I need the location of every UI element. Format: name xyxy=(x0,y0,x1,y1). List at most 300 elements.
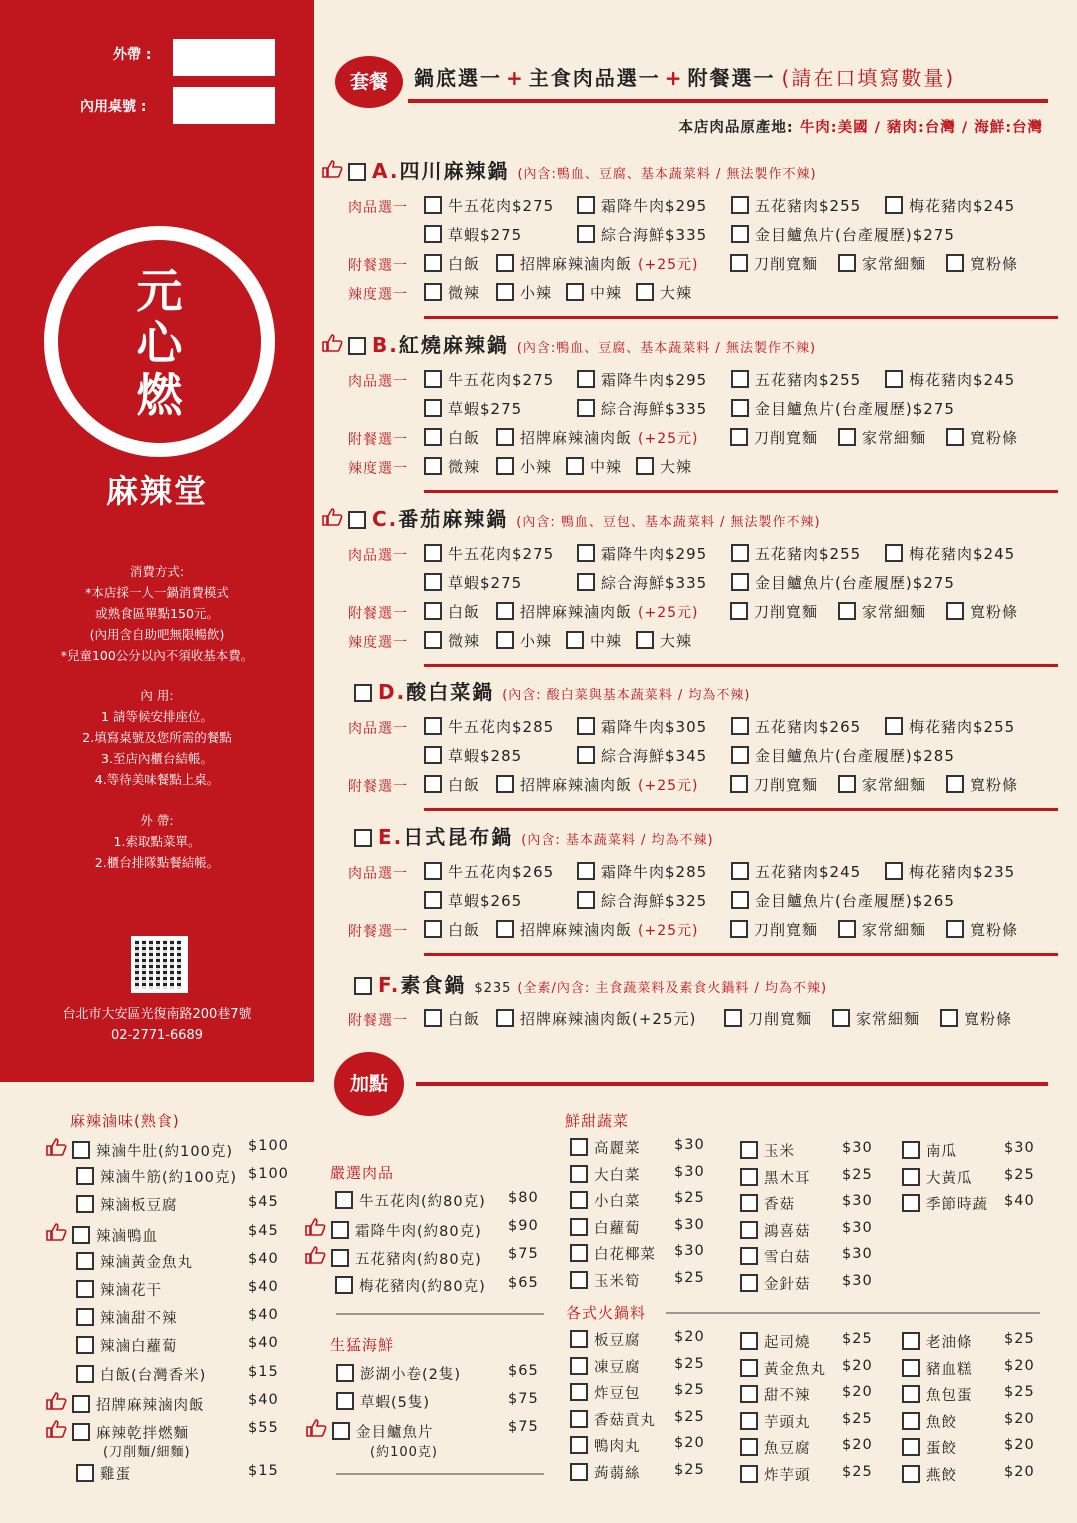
checkbox[interactable] xyxy=(838,775,856,793)
checkbox[interactable] xyxy=(76,1464,94,1482)
checkbox[interactable] xyxy=(577,746,595,764)
item-name: 澎湖小卷(2隻) xyxy=(360,1367,462,1383)
checkbox[interactable] xyxy=(730,775,748,793)
category-title: 各式火鍋料 xyxy=(566,1304,647,1322)
meat-option[interactable] xyxy=(731,195,861,216)
checkbox[interactable] xyxy=(496,283,514,301)
pot-title xyxy=(354,821,714,850)
checkbox[interactable] xyxy=(331,1221,349,1239)
checkbox[interactable] xyxy=(577,717,595,735)
menu-item[interactable] xyxy=(902,1357,1035,1379)
side-option[interactable] xyxy=(838,253,926,274)
item-name: 甜不辣 xyxy=(764,1388,811,1404)
item-name: 鴻喜菇 xyxy=(764,1223,811,1240)
checkbox[interactable] xyxy=(731,370,749,388)
meat-option[interactable] xyxy=(577,745,707,766)
checkbox[interactable] xyxy=(577,399,595,417)
menu-item[interactable] xyxy=(305,1218,539,1241)
checkbox[interactable] xyxy=(902,1412,920,1430)
option-label: 金目鱸魚片(台產履歷)$285 xyxy=(755,747,955,765)
qr-code[interactable] xyxy=(131,936,188,993)
table-number-input[interactable] xyxy=(173,87,275,124)
checkbox[interactable] xyxy=(636,457,654,475)
checkbox[interactable] xyxy=(740,1412,758,1430)
checkbox[interactable] xyxy=(636,631,654,649)
menu-item[interactable] xyxy=(740,1437,873,1458)
checkbox[interactable] xyxy=(424,920,442,938)
menu-item[interactable] xyxy=(740,1193,873,1214)
side-option[interactable] xyxy=(838,774,926,795)
menu-item[interactable] xyxy=(336,1391,539,1412)
side-option[interactable] xyxy=(496,427,698,448)
side-option[interactable] xyxy=(838,427,926,448)
item-price: $25 xyxy=(674,1382,705,1398)
checkbox[interactable] xyxy=(577,225,595,243)
checkbox[interactable] xyxy=(570,1383,588,1401)
meat-option[interactable] xyxy=(731,543,861,564)
checkbox[interactable] xyxy=(424,283,442,301)
checkbox[interactable] xyxy=(731,573,749,591)
menu-item[interactable] xyxy=(740,1166,873,1188)
menu-item[interactable] xyxy=(902,1410,1035,1432)
meat-option[interactable] xyxy=(424,224,522,245)
checkbox[interactable] xyxy=(348,511,366,529)
menu-item[interactable] xyxy=(76,1166,289,1187)
meat-option[interactable] xyxy=(577,572,707,593)
item-name: 雪白菇 xyxy=(764,1250,811,1266)
checkbox[interactable] xyxy=(731,862,749,880)
checkbox[interactable] xyxy=(424,457,442,475)
checkbox[interactable] xyxy=(76,1365,94,1383)
checkbox[interactable] xyxy=(424,891,442,909)
meat-option[interactable] xyxy=(424,572,522,593)
side-option[interactable] xyxy=(424,1008,480,1029)
menu-item[interactable] xyxy=(76,1307,279,1328)
checkbox[interactable] xyxy=(570,1218,588,1236)
option-label: 家常細麵 xyxy=(862,776,927,794)
meat-option[interactable] xyxy=(577,224,707,245)
side-option[interactable] xyxy=(940,1008,1012,1029)
side-option[interactable] xyxy=(730,919,818,940)
side-option[interactable] xyxy=(730,774,818,795)
checkbox[interactable] xyxy=(832,1009,850,1027)
checkbox[interactable] xyxy=(731,225,749,243)
checkbox[interactable] xyxy=(885,717,903,735)
side-option[interactable] xyxy=(730,253,818,274)
checkbox[interactable] xyxy=(740,1221,758,1239)
meat-option[interactable] xyxy=(424,543,554,564)
side-option[interactable] xyxy=(424,601,480,622)
checkbox[interactable] xyxy=(332,1422,350,1440)
side-option[interactable] xyxy=(496,1008,696,1029)
checkbox[interactable] xyxy=(72,1141,90,1159)
menu-item[interactable] xyxy=(306,1419,539,1442)
checkbox[interactable] xyxy=(902,1438,920,1456)
menu-item[interactable] xyxy=(305,1246,539,1269)
meat-option[interactable] xyxy=(885,716,1015,737)
checkbox[interactable] xyxy=(424,631,442,649)
side-option[interactable] xyxy=(496,601,698,622)
menu-item[interactable] xyxy=(902,1437,1035,1458)
menu-item[interactable] xyxy=(570,1216,705,1238)
side-option[interactable] xyxy=(496,774,698,795)
checkbox[interactable] xyxy=(335,1191,353,1209)
takeout-input[interactable] xyxy=(173,39,275,76)
checkbox[interactable] xyxy=(570,1191,588,1209)
menu-item[interactable] xyxy=(46,1420,279,1443)
checkbox[interactable] xyxy=(740,1332,758,1350)
meat-option[interactable] xyxy=(577,369,707,390)
checkbox[interactable] xyxy=(424,775,442,793)
checkbox[interactable] xyxy=(885,370,903,388)
checkbox[interactable] xyxy=(946,920,964,938)
checkbox[interactable] xyxy=(496,602,514,620)
row-label: 辣度選一 xyxy=(348,287,408,303)
checkbox[interactable] xyxy=(570,1244,588,1262)
checkbox[interactable] xyxy=(740,1247,758,1265)
meat-option[interactable] xyxy=(885,195,1015,216)
menu-item[interactable] xyxy=(740,1384,873,1405)
checkbox[interactable] xyxy=(570,1436,588,1454)
menu-item[interactable] xyxy=(570,1355,705,1377)
checkbox[interactable] xyxy=(76,1167,94,1185)
menu-item[interactable] xyxy=(46,1138,289,1161)
meat-option[interactable] xyxy=(731,890,955,911)
checkbox[interactable] xyxy=(331,1249,349,1267)
meat-option[interactable] xyxy=(577,195,707,216)
option-label: 草蝦$265 xyxy=(448,892,523,910)
checkbox[interactable] xyxy=(496,457,514,475)
side-option[interactable] xyxy=(730,601,818,622)
side-option[interactable] xyxy=(730,427,818,448)
checkbox[interactable] xyxy=(354,829,372,847)
side-option[interactable] xyxy=(832,1008,920,1029)
menu-item[interactable] xyxy=(76,1335,279,1356)
menu-item[interactable] xyxy=(740,1331,873,1352)
checkbox[interactable] xyxy=(424,399,442,417)
menu-item[interactable] xyxy=(335,1274,539,1296)
option-label: 金目鱸魚片(台產履歷)$275 xyxy=(755,574,955,592)
item-price: $55 xyxy=(248,1420,279,1436)
checkbox[interactable] xyxy=(902,1359,920,1377)
checkbox[interactable] xyxy=(724,1009,742,1027)
checkbox[interactable] xyxy=(496,254,514,272)
checkbox[interactable] xyxy=(740,1438,758,1456)
side-option[interactable] xyxy=(424,919,480,940)
meat-option[interactable] xyxy=(731,745,955,766)
pot-name: 日式昆布鍋 xyxy=(403,825,514,849)
checkbox[interactable] xyxy=(730,428,748,446)
menu-item[interactable] xyxy=(902,1331,1035,1352)
side-option[interactable] xyxy=(946,774,1018,795)
menu-item[interactable] xyxy=(570,1382,705,1403)
checkbox[interactable] xyxy=(946,602,964,620)
meat-option[interactable] xyxy=(731,572,955,593)
checkbox[interactable] xyxy=(902,1168,920,1186)
option-label: 寬粉條 xyxy=(970,429,1019,447)
side-option[interactable] xyxy=(838,601,926,622)
noodle-note: (刀削麵/細麵) xyxy=(103,1445,191,1460)
menu-item[interactable] xyxy=(740,1357,873,1379)
checkbox[interactable] xyxy=(570,1463,588,1481)
checkbox[interactable] xyxy=(838,920,856,938)
checkbox[interactable] xyxy=(335,1276,353,1294)
spice-option[interactable] xyxy=(566,630,622,651)
menu-item[interactable] xyxy=(570,1435,705,1456)
spice-option[interactable] xyxy=(424,282,480,303)
checkbox[interactable] xyxy=(570,1330,588,1348)
side-option[interactable] xyxy=(946,427,1018,448)
meat-option[interactable] xyxy=(731,861,861,882)
side-option[interactable] xyxy=(724,1008,812,1029)
checkbox[interactable] xyxy=(731,891,749,909)
meat-option[interactable] xyxy=(885,369,1015,390)
checkbox[interactable] xyxy=(838,602,856,620)
checkbox[interactable] xyxy=(424,573,442,591)
checkbox[interactable] xyxy=(496,1009,514,1027)
menu-item[interactable] xyxy=(740,1219,873,1241)
pot-note: (全素/內含: 主食蔬菜料及素食火鍋料 / 均為不辣) xyxy=(517,981,828,996)
checkbox[interactable] xyxy=(354,977,372,995)
spice-option[interactable] xyxy=(636,456,692,477)
checkbox[interactable] xyxy=(731,544,749,562)
checkbox[interactable] xyxy=(424,862,442,880)
checkbox[interactable] xyxy=(566,631,584,649)
menu-item[interactable] xyxy=(570,1163,705,1185)
meat-option[interactable] xyxy=(731,716,861,737)
dinein-line: 3.至店內櫃台結帳。 xyxy=(101,751,213,766)
checkbox[interactable] xyxy=(424,544,442,562)
meat-option[interactable] xyxy=(424,369,554,390)
meat-option[interactable] xyxy=(731,224,955,245)
checkbox[interactable] xyxy=(577,370,595,388)
menu-item[interactable] xyxy=(740,1272,873,1294)
checkbox[interactable] xyxy=(636,283,654,301)
meat-option[interactable] xyxy=(885,543,1015,564)
menu-item[interactable] xyxy=(570,1408,705,1430)
menu-item[interactable] xyxy=(46,1222,279,1246)
spice-option[interactable] xyxy=(496,630,552,651)
option-label: 草蝦$285 xyxy=(448,747,523,765)
checkbox[interactable] xyxy=(76,1336,94,1354)
meat-option[interactable] xyxy=(577,890,707,911)
checkbox[interactable] xyxy=(570,1271,588,1289)
spice-option[interactable] xyxy=(566,282,622,303)
origin-label: 本店肉品原產地: xyxy=(678,120,794,136)
menu-item[interactable] xyxy=(902,1384,1035,1405)
checkbox[interactable] xyxy=(885,862,903,880)
menu-item[interactable] xyxy=(570,1329,705,1350)
checkbox[interactable] xyxy=(946,775,964,793)
category-title: 麻辣滷味(熟食) xyxy=(70,1112,180,1130)
checkbox[interactable] xyxy=(740,1141,758,1159)
spice-option[interactable] xyxy=(566,456,622,477)
menu-item[interactable] xyxy=(76,1363,279,1385)
meat-option[interactable] xyxy=(731,398,955,419)
checkbox[interactable] xyxy=(76,1252,94,1270)
checkbox[interactable] xyxy=(76,1195,94,1213)
checkbox[interactable] xyxy=(566,457,584,475)
side-option[interactable] xyxy=(946,601,1018,622)
menu-item[interactable] xyxy=(336,1363,539,1384)
checkbox[interactable] xyxy=(731,196,749,214)
checkbox[interactable] xyxy=(424,602,442,620)
menu-item[interactable] xyxy=(740,1463,873,1485)
meat-option[interactable] xyxy=(577,398,707,419)
checkbox[interactable] xyxy=(730,254,748,272)
menu-item[interactable] xyxy=(570,1269,705,1291)
meat-option[interactable] xyxy=(424,745,522,766)
option-label: 刀削寬麵 xyxy=(754,921,819,939)
menu-item[interactable] xyxy=(335,1190,539,1211)
logo xyxy=(44,226,275,457)
checkbox[interactable] xyxy=(424,1009,442,1027)
meat-option[interactable] xyxy=(424,890,522,911)
checkbox[interactable] xyxy=(566,283,584,301)
menu-item[interactable] xyxy=(740,1140,873,1161)
checkbox[interactable] xyxy=(76,1280,94,1298)
item-price: $30 xyxy=(674,1243,705,1259)
checkbox[interactable] xyxy=(424,717,442,735)
checkbox[interactable] xyxy=(885,544,903,562)
checkbox[interactable] xyxy=(740,1359,758,1377)
checkbox[interactable] xyxy=(577,544,595,562)
meat-option[interactable] xyxy=(577,861,707,882)
checkbox[interactable] xyxy=(496,428,514,446)
checkbox[interactable] xyxy=(348,163,366,181)
checkbox[interactable] xyxy=(496,775,514,793)
option-label: 家常細麵 xyxy=(862,603,927,621)
checkbox[interactable] xyxy=(424,254,442,272)
checkbox[interactable] xyxy=(902,1385,920,1403)
checkbox[interactable] xyxy=(740,1465,758,1483)
checkbox[interactable] xyxy=(424,225,442,243)
option-label: 刀削寬麵 xyxy=(754,603,819,621)
checkbox[interactable] xyxy=(496,631,514,649)
checkbox[interactable] xyxy=(570,1165,588,1183)
checkbox[interactable] xyxy=(946,428,964,446)
menu-item[interactable] xyxy=(570,1243,705,1264)
checkbox[interactable] xyxy=(885,196,903,214)
checkbox[interactable] xyxy=(336,1364,354,1382)
side-option[interactable] xyxy=(424,253,480,274)
side-option[interactable] xyxy=(424,427,480,448)
checkbox[interactable] xyxy=(730,920,748,938)
checkbox[interactable] xyxy=(838,428,856,446)
spice-option[interactable] xyxy=(496,282,552,303)
menu-item[interactable] xyxy=(740,1246,873,1267)
item-name: 金目鱸魚片 xyxy=(356,1425,434,1442)
checkbox[interactable] xyxy=(577,573,595,591)
checkbox[interactable] xyxy=(72,1226,90,1244)
checkbox[interactable] xyxy=(570,1410,588,1428)
checkbox[interactable] xyxy=(731,399,749,417)
item-price: $15 xyxy=(248,1363,279,1380)
spice-option[interactable] xyxy=(424,630,480,651)
checkbox[interactable] xyxy=(740,1194,758,1212)
side-option[interactable] xyxy=(946,253,1018,274)
checkbox[interactable] xyxy=(946,254,964,272)
checkbox[interactable] xyxy=(740,1274,758,1292)
menu-item[interactable] xyxy=(740,1410,873,1432)
menu-item[interactable] xyxy=(76,1279,279,1300)
side-option[interactable] xyxy=(496,253,698,274)
meat-option[interactable] xyxy=(577,716,707,737)
menu-item[interactable] xyxy=(76,1463,279,1484)
spice-option[interactable] xyxy=(496,456,552,477)
checkbox[interactable] xyxy=(902,1194,920,1212)
checkbox[interactable] xyxy=(424,196,442,214)
checkbox[interactable] xyxy=(730,602,748,620)
spice-option[interactable] xyxy=(636,630,692,651)
checkbox[interactable] xyxy=(72,1423,90,1441)
meat-option[interactable] xyxy=(731,369,861,390)
meat-option[interactable] xyxy=(424,398,522,419)
checkbox[interactable] xyxy=(76,1308,94,1326)
side-option[interactable] xyxy=(946,919,1018,940)
checkbox[interactable] xyxy=(940,1009,958,1027)
menu-item[interactable] xyxy=(570,1190,705,1211)
menu-item[interactable] xyxy=(46,1391,279,1415)
checkbox[interactable] xyxy=(731,746,749,764)
origin-value: 牛肉:美國 / 豬肉:台灣 / 海鮮:台灣 xyxy=(799,120,1043,136)
checkbox[interactable] xyxy=(570,1138,588,1156)
checkbox[interactable] xyxy=(731,717,749,735)
menu-item[interactable] xyxy=(570,1137,705,1158)
checkbox[interactable] xyxy=(577,891,595,909)
meat-option[interactable] xyxy=(424,716,554,737)
pot-code: E. xyxy=(378,825,404,849)
checkbox[interactable] xyxy=(336,1392,354,1410)
pot-code: B. xyxy=(372,333,399,357)
menu-item[interactable] xyxy=(76,1194,279,1215)
item-price: $20 xyxy=(674,1435,705,1451)
checkbox[interactable] xyxy=(496,920,514,938)
checkbox[interactable] xyxy=(354,684,372,702)
checkbox[interactable] xyxy=(838,254,856,272)
side-option[interactable] xyxy=(424,774,480,795)
meat-option[interactable] xyxy=(424,861,554,882)
menu-item[interactable] xyxy=(902,1166,1035,1188)
item-name: 金針菇 xyxy=(764,1276,811,1293)
menu-item[interactable] xyxy=(902,1193,1035,1214)
menu-item[interactable] xyxy=(570,1461,705,1483)
meat-option[interactable] xyxy=(885,861,1015,882)
side-option[interactable] xyxy=(838,919,926,940)
menu-item[interactable] xyxy=(902,1463,1035,1485)
side-option[interactable] xyxy=(496,919,698,940)
menu-item[interactable] xyxy=(902,1140,1035,1161)
checkbox[interactable] xyxy=(348,337,366,355)
spice-option[interactable] xyxy=(636,282,692,303)
checkbox[interactable] xyxy=(902,1465,920,1483)
meat-option[interactable] xyxy=(424,195,554,216)
checkbox[interactable] xyxy=(570,1357,588,1375)
checkbox[interactable] xyxy=(577,862,595,880)
checkbox[interactable] xyxy=(72,1395,90,1413)
checkbox[interactable] xyxy=(740,1385,758,1403)
meat-option[interactable] xyxy=(577,543,707,564)
menu-item[interactable] xyxy=(76,1250,279,1272)
checkbox[interactable] xyxy=(424,428,442,446)
checkbox[interactable] xyxy=(902,1141,920,1159)
checkbox[interactable] xyxy=(902,1332,920,1350)
spice-option[interactable] xyxy=(424,456,480,477)
checkbox[interactable] xyxy=(424,370,442,388)
checkbox[interactable] xyxy=(424,746,442,764)
checkbox[interactable] xyxy=(740,1168,758,1186)
checkbox[interactable] xyxy=(577,196,595,214)
